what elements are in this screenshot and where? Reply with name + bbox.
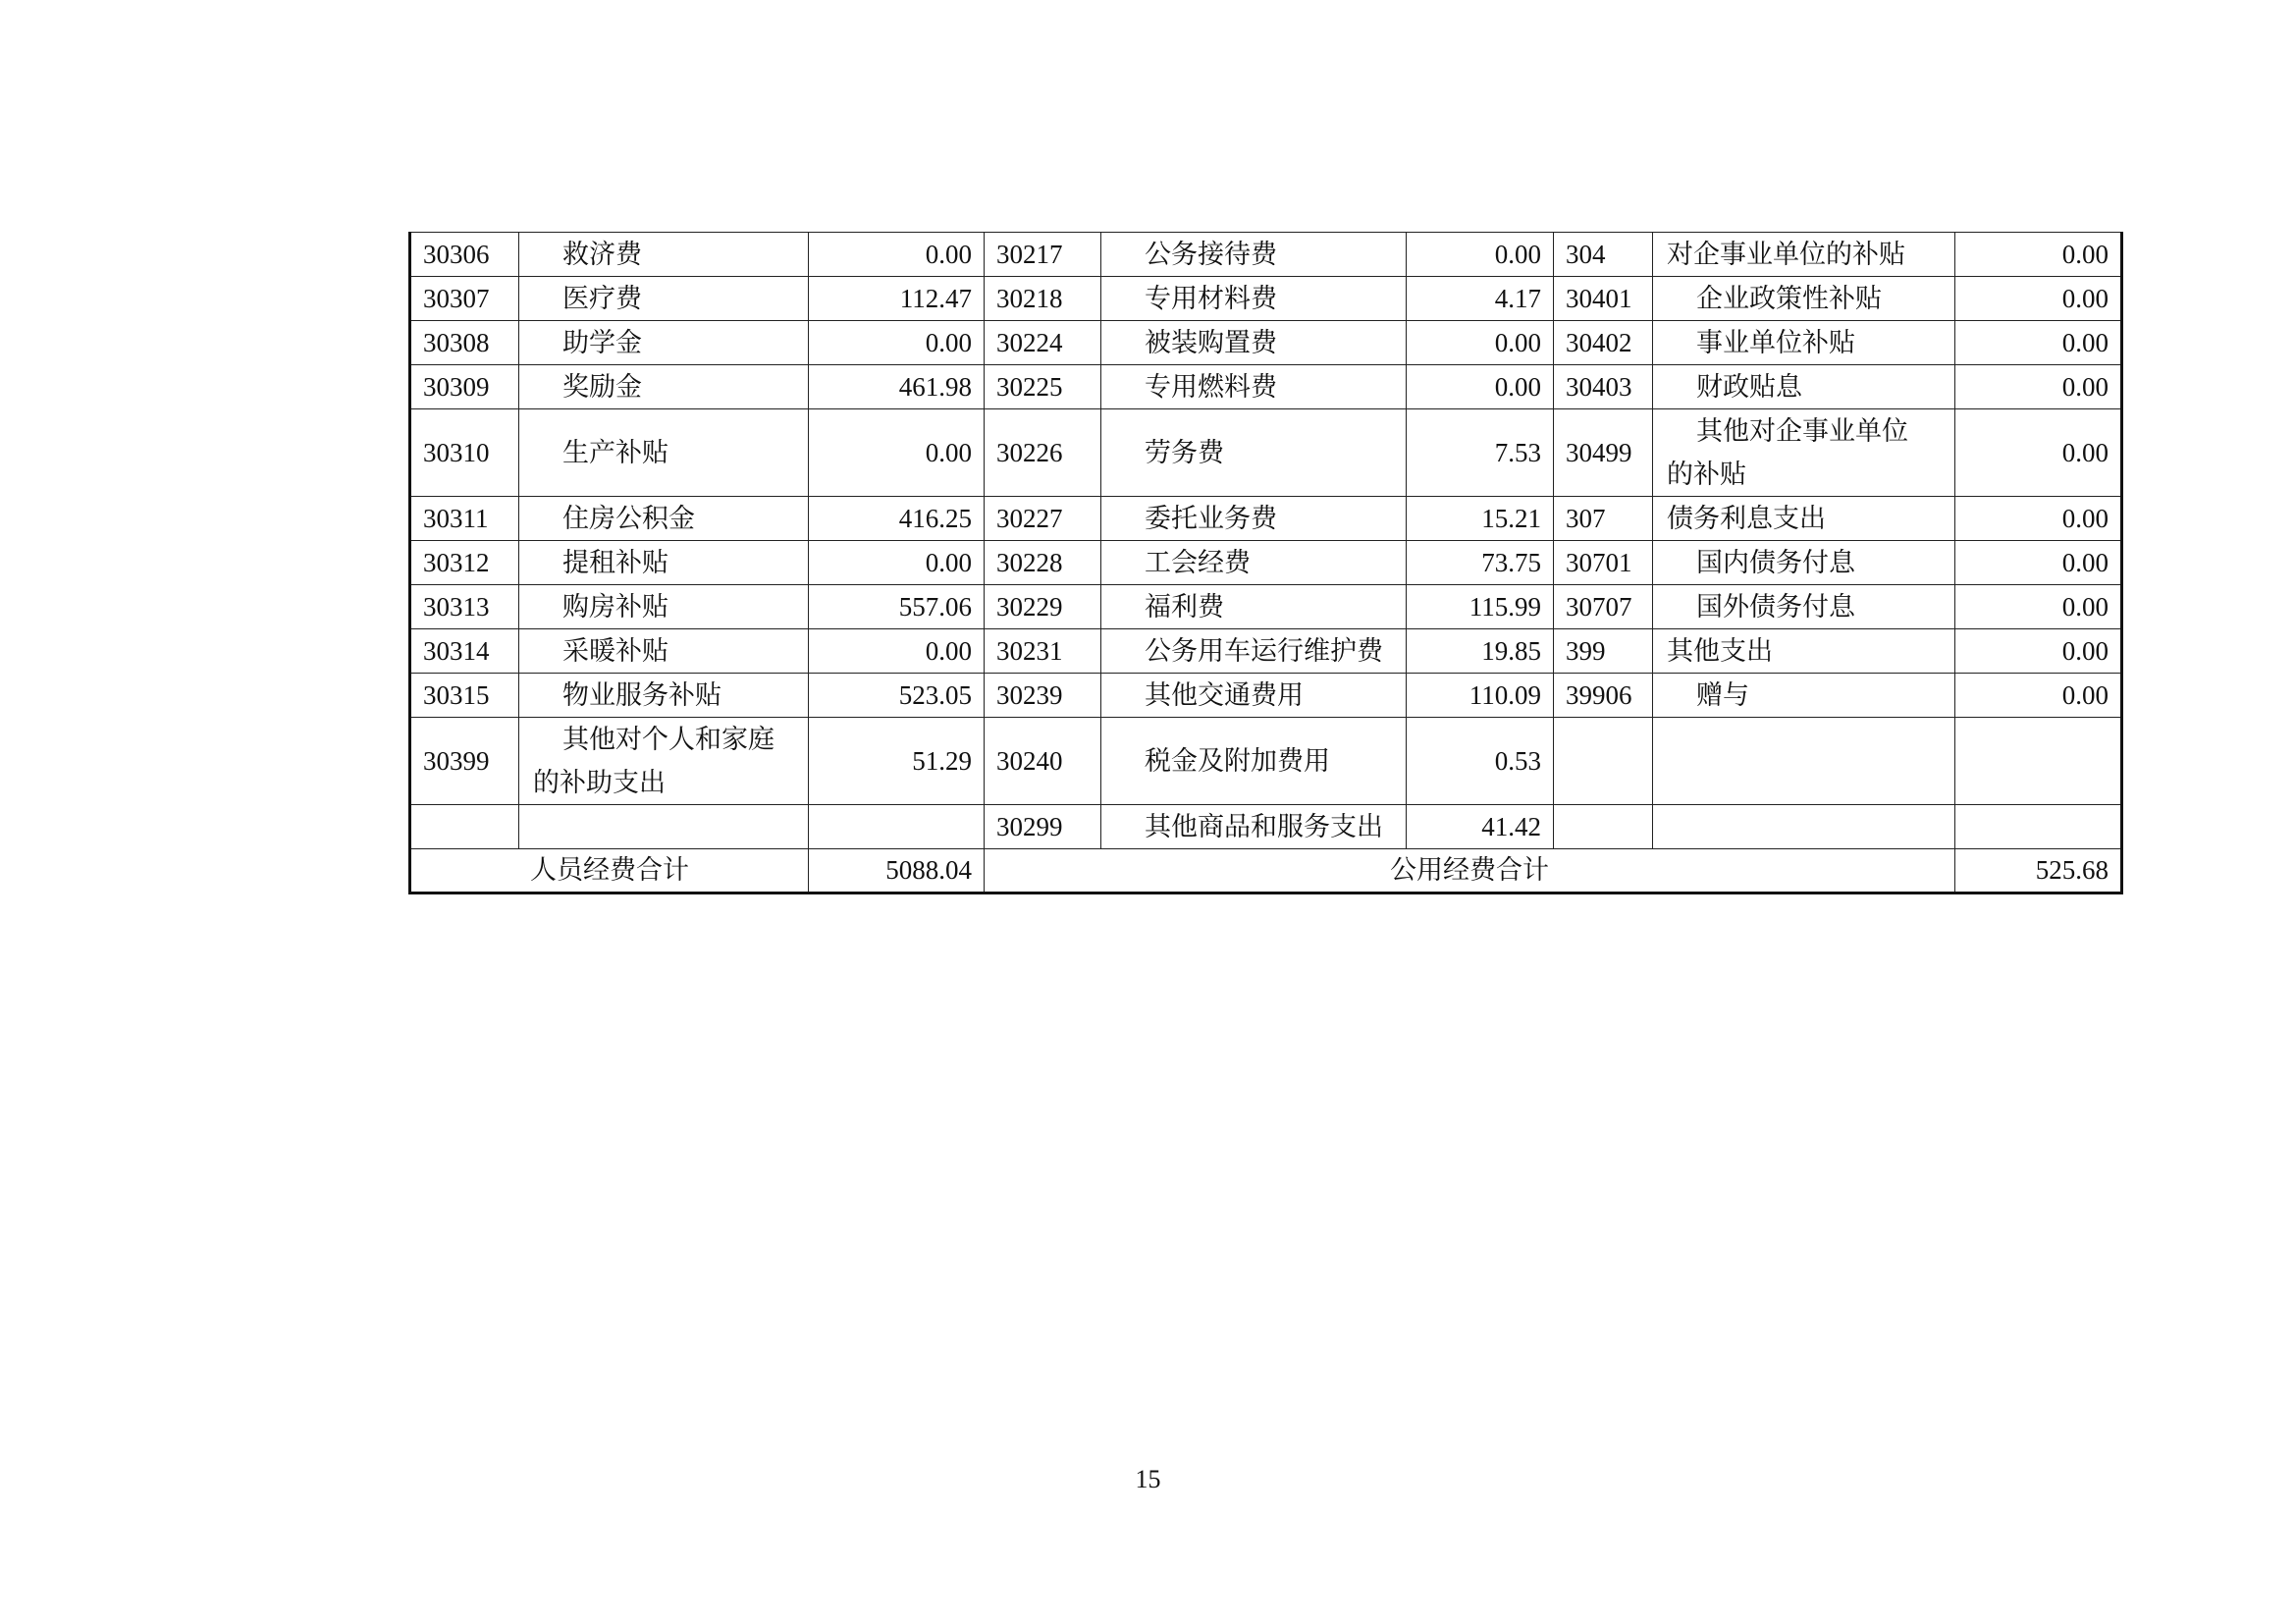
item-name: 税金及附加费用: [1101, 718, 1407, 805]
item-code: 304: [1554, 233, 1653, 277]
item-amount: [1955, 805, 2122, 849]
item-name: 助学金: [519, 321, 809, 365]
item-name: [1653, 718, 1955, 805]
item-code: 30299: [985, 805, 1101, 849]
item-code: 30403: [1554, 365, 1653, 409]
table-row: [410, 541, 2122, 585]
item-name: 企业政策性补贴: [1653, 277, 1955, 321]
item-name: 劳务费: [1101, 409, 1407, 497]
item-name: 其他商品和服务支出: [1101, 805, 1407, 849]
item-name: 赠与: [1653, 674, 1955, 718]
item-code: 30226: [985, 409, 1101, 497]
item-name: 其他支出: [1653, 629, 1955, 674]
item-code: 30228: [985, 541, 1101, 585]
table-row: [410, 277, 2122, 321]
table-row: [410, 409, 2122, 497]
item-name: 医疗费: [519, 277, 809, 321]
item-amount: 0.00: [1407, 321, 1554, 365]
table-row: [410, 233, 2122, 277]
item-amount: 557.06: [809, 585, 985, 629]
item-amount: 523.05: [809, 674, 985, 718]
item-code: 30315: [410, 674, 519, 718]
item-amount: 4.17: [1407, 277, 1554, 321]
item-amount: 15.21: [1407, 497, 1554, 541]
item-code: 30231: [985, 629, 1101, 674]
item-name: 事业单位补贴: [1653, 321, 1955, 365]
item-amount: [1955, 718, 2122, 805]
item-code: 30312: [410, 541, 519, 585]
table-row: [410, 629, 2122, 674]
item-code: 30313: [410, 585, 519, 629]
public-total-value: 525.68: [1955, 849, 2122, 893]
item-code: 30306: [410, 233, 519, 277]
item-code: 30307: [410, 277, 519, 321]
item-amount: [809, 805, 985, 849]
item-name: 购房补贴: [519, 585, 809, 629]
item-code: [1554, 805, 1653, 849]
item-amount: 51.29: [809, 718, 985, 805]
item-amount: 0.00: [1955, 497, 2122, 541]
table-row: [410, 497, 2122, 541]
item-name: 福利费: [1101, 585, 1407, 629]
item-name: [1653, 805, 1955, 849]
item-code: 30218: [985, 277, 1101, 321]
item-code: 30229: [985, 585, 1101, 629]
item-amount: 0.53: [1407, 718, 1554, 805]
item-amount: 115.99: [1407, 585, 1554, 629]
item-code: [410, 805, 519, 849]
item-code: 30402: [1554, 321, 1653, 365]
item-name: 其他交通费用: [1101, 674, 1407, 718]
table-row: [410, 585, 2122, 629]
item-amount: 0.00: [809, 233, 985, 277]
item-name-line: 其他对个人和家庭: [562, 725, 774, 754]
item-amount: 0.00: [809, 409, 985, 497]
item-amount: 0.00: [809, 541, 985, 585]
item-code: 30240: [985, 718, 1101, 805]
item-name: 国外债务付息: [1653, 585, 1955, 629]
item-name: [519, 718, 809, 805]
item-name: 住房公积金: [519, 497, 809, 541]
item-code: 30224: [985, 321, 1101, 365]
page-number: 15: [1135, 1465, 1161, 1493]
item-name: 委托业务费: [1101, 497, 1407, 541]
item-name: 公务接待费: [1101, 233, 1407, 277]
item-amount: 0.00: [1955, 629, 2122, 674]
totals-row: [410, 849, 2122, 893]
item-name: 被装购置费: [1101, 321, 1407, 365]
item-amount: 112.47: [809, 277, 985, 321]
item-code: 30399: [410, 718, 519, 805]
item-amount: 7.53: [1407, 409, 1554, 497]
item-name: 物业服务补贴: [519, 674, 809, 718]
item-amount: 461.98: [809, 365, 985, 409]
item-amount: 416.25: [809, 497, 985, 541]
item-name: [519, 805, 809, 849]
table-row: [410, 674, 2122, 718]
personnel-total-label: 人员经费合计: [410, 849, 809, 893]
item-name: 救济费: [519, 233, 809, 277]
item-code: 39906: [1554, 674, 1653, 718]
item-amount: 0.00: [1955, 585, 2122, 629]
item-name: 工会经费: [1101, 541, 1407, 585]
table-row: [410, 718, 2122, 805]
item-amount: 0.00: [1407, 365, 1554, 409]
item-code: 30225: [985, 365, 1101, 409]
item-amount: 110.09: [1407, 674, 1554, 718]
item-code: 399: [1554, 629, 1653, 674]
item-code: 30701: [1554, 541, 1653, 585]
item-code: 30308: [410, 321, 519, 365]
item-amount: 0.00: [809, 629, 985, 674]
item-amount: 0.00: [1955, 541, 2122, 585]
item-name-line: 的补助支出: [533, 768, 666, 797]
item-name: 公务用车运行维护费: [1101, 629, 1407, 674]
item-amount: 0.00: [1955, 674, 2122, 718]
budget-expense-table: [408, 232, 2123, 894]
item-amount: 0.00: [1955, 409, 2122, 497]
item-name: 债务利息支出: [1653, 497, 1955, 541]
item-amount: 0.00: [1955, 365, 2122, 409]
item-amount: 0.00: [1955, 277, 2122, 321]
table-row: [410, 365, 2122, 409]
item-name-line: 其他对企事业单位: [1696, 416, 1908, 446]
personnel-total-value: 5088.04: [809, 849, 985, 893]
item-name-line: 的补贴: [1667, 460, 1746, 489]
item-amount: 0.00: [1955, 233, 2122, 277]
item-name: 财政贴息: [1653, 365, 1955, 409]
item-amount: 41.42: [1407, 805, 1554, 849]
item-code: 30310: [410, 409, 519, 497]
item-name: [1653, 409, 1955, 497]
item-name: 专用燃料费: [1101, 365, 1407, 409]
item-code: 30239: [985, 674, 1101, 718]
item-code: 30311: [410, 497, 519, 541]
item-code: 30309: [410, 365, 519, 409]
item-code: 30401: [1554, 277, 1653, 321]
table-row: [410, 321, 2122, 365]
item-amount: 0.00: [1955, 321, 2122, 365]
item-name: 采暖补贴: [519, 629, 809, 674]
item-name: 生产补贴: [519, 409, 809, 497]
item-code: 30217: [985, 233, 1101, 277]
item-code: 30499: [1554, 409, 1653, 497]
item-amount: 0.00: [809, 321, 985, 365]
item-name: 专用材料费: [1101, 277, 1407, 321]
item-name: 国内债务付息: [1653, 541, 1955, 585]
table-row: [410, 805, 2122, 849]
item-code: 30314: [410, 629, 519, 674]
item-name: 提租补贴: [519, 541, 809, 585]
item-name: 奖励金: [519, 365, 809, 409]
item-amount: 73.75: [1407, 541, 1554, 585]
public-total-label: 公用经费合计: [985, 849, 1955, 893]
item-code: 30227: [985, 497, 1101, 541]
item-code: 307: [1554, 497, 1653, 541]
item-amount: 19.85: [1407, 629, 1554, 674]
item-amount: 0.00: [1407, 233, 1554, 277]
item-code: 30707: [1554, 585, 1653, 629]
item-name: 对企事业单位的补贴: [1653, 233, 1955, 277]
item-code: [1554, 718, 1653, 805]
